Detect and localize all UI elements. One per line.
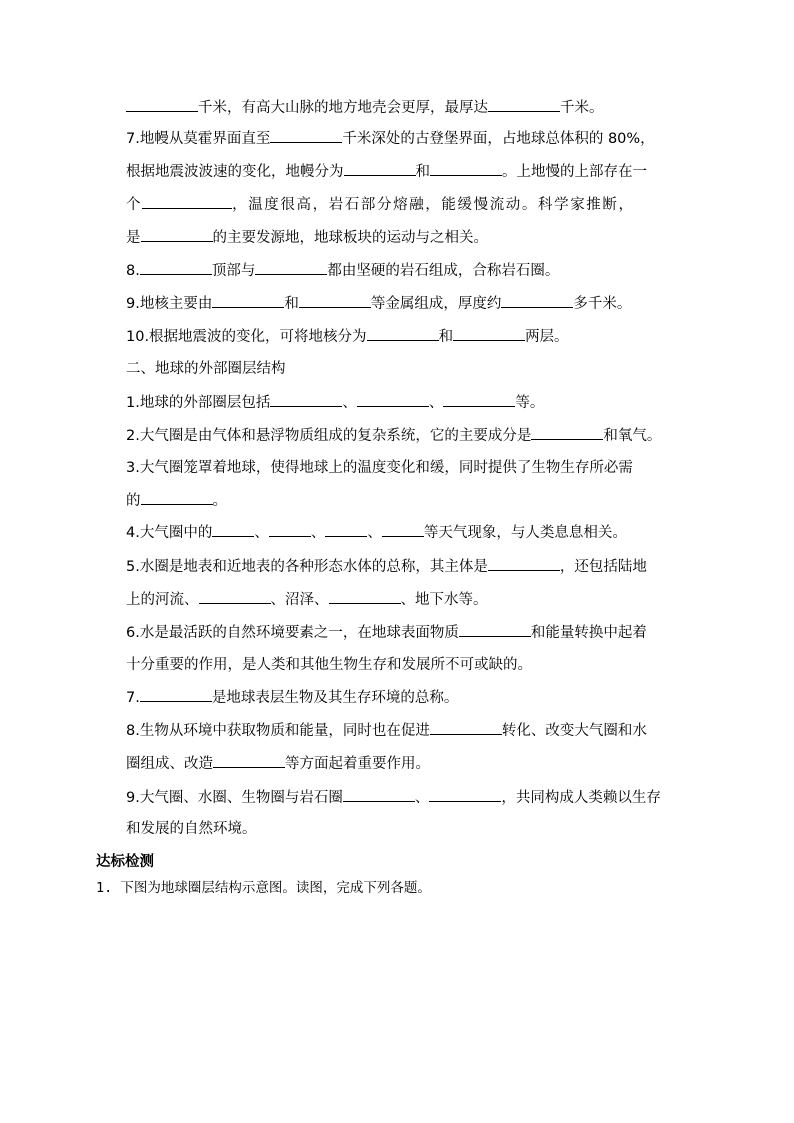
fill-blank[interactable] xyxy=(212,293,284,308)
text-line: 是 的主要发源地，地球板块的运动与之相关。 xyxy=(126,227,488,248)
fill-blank[interactable] xyxy=(213,753,285,768)
fill-blank[interactable] xyxy=(344,161,416,176)
fill-blank[interactable] xyxy=(343,787,415,802)
text-line: 的 。 xyxy=(126,490,227,511)
text-line: 6.水是最活跃的自然环境要素之一，在地球表面物质 和能量转换中起着 xyxy=(126,622,647,643)
text-line: 1.地球的外部圈层包括 、 、 等。 xyxy=(126,392,544,413)
fill-blank[interactable] xyxy=(255,260,327,275)
fill-blank[interactable] xyxy=(141,490,213,505)
fill-blank[interactable] xyxy=(269,522,311,537)
text-line: 10.根据地震波的变化，可将地核分为 和 两层。 xyxy=(126,326,569,347)
text-line: 2.大气圈是由气体和悬浮物质组成的复杂系统，它的主要成分是 和氧气。 xyxy=(126,425,661,446)
text-line: 个 ，温度很高，岩石部分熔融，能缓慢流动。科学家推断， xyxy=(126,194,635,215)
fill-blank[interactable] xyxy=(430,161,502,176)
text-line: 9.地核主要由 和 等金属组成，厚度约 多千米。 xyxy=(126,293,631,314)
fill-blank[interactable] xyxy=(140,687,212,702)
fill-blank[interactable] xyxy=(367,326,439,341)
fill-blank[interactable] xyxy=(212,522,254,537)
fill-blank[interactable] xyxy=(501,293,573,308)
text-line: 根据地震波波速的变化，地幔分为 和 。上地慢的上部存在一 xyxy=(126,161,647,182)
fill-blank[interactable] xyxy=(382,522,424,537)
fill-blank[interactable] xyxy=(357,392,429,407)
section-title: 二、地球的外部圈层结构 xyxy=(126,361,286,377)
text-line: 5.水圈是地表和近地表的各种形态水体的总称，其主体是 ，还包括陆地 xyxy=(126,556,647,577)
text-line: 上的河流、 、沼泽、 、地下水等。 xyxy=(126,589,488,610)
fill-blank[interactable] xyxy=(443,392,515,407)
fill-blank[interactable] xyxy=(459,622,531,637)
section-heading: 达标检测 xyxy=(96,854,154,870)
text-line: 9.大气圈、水圈、生物圈与岩石圈 、 ，共同构成人类赖以生存 xyxy=(126,787,661,808)
fill-blank[interactable] xyxy=(126,97,198,112)
question-intro: 1. 下图为地球圈层结构示意图。读图，完成下列各题。 xyxy=(96,880,431,896)
fill-blank[interactable] xyxy=(199,589,271,604)
text-line: 7.地幔从莫霍界面直至 千米深处的古登堡界面，占地球总体积的 80%， xyxy=(126,128,655,149)
text-line: 7. 是地球表层生物及其生存环境的总称。 xyxy=(126,687,458,708)
fill-blank[interactable] xyxy=(429,787,501,802)
fill-blank[interactable] xyxy=(270,392,342,407)
fill-blank[interactable] xyxy=(141,227,213,242)
text-line: 3.大气圈笼罩着地球，使得地球上的温度变化和缓，同时提供了生物生存所必需 xyxy=(126,460,633,476)
text-line: 8.生物从环境中获取物质和能量，同时也在促进 转化、改变大气圈和水 xyxy=(126,720,647,741)
fill-blank[interactable] xyxy=(488,97,560,112)
text-line: 和发展的自然环境。 xyxy=(126,821,257,837)
fill-blank[interactable] xyxy=(325,522,367,537)
text-line: 千米，有高大山脉的地方地壳会更厚，最厚达 千米。 xyxy=(126,97,604,118)
text-line: 圈组成、改造 等方面起着重要作用。 xyxy=(126,753,430,774)
fill-blank[interactable] xyxy=(140,260,212,275)
fill-blank[interactable] xyxy=(430,720,502,735)
fill-blank[interactable] xyxy=(453,326,525,341)
fill-blank[interactable] xyxy=(488,556,560,571)
fill-blank[interactable] xyxy=(531,425,603,440)
text-line: 4.大气圈中的 、 、 、 等天气现象，与人类息息相关。 xyxy=(126,522,627,543)
fill-blank[interactable] xyxy=(299,293,371,308)
fill-blank[interactable] xyxy=(329,589,401,604)
fill-blank[interactable] xyxy=(142,194,232,209)
text-line: 8. 顶部与 都由坚硬的岩石组成，合称岩石圈。 xyxy=(126,260,559,281)
fill-blank[interactable] xyxy=(270,128,342,143)
text-line: 十分重要的作用，是人类和其他生物生存和发展所不可或缺的。 xyxy=(126,657,532,673)
